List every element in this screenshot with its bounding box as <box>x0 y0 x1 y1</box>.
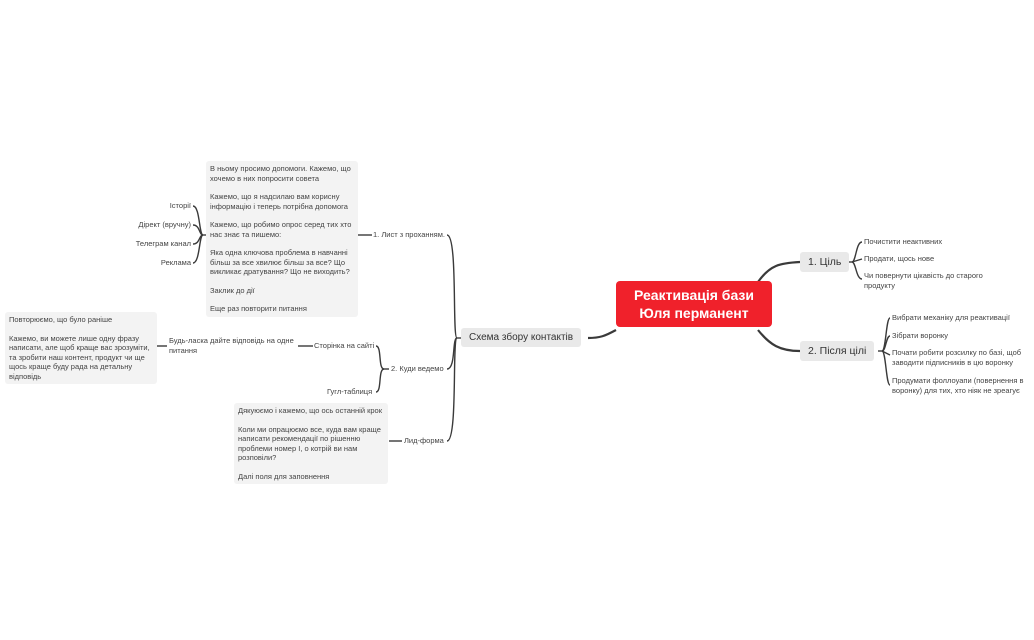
lead-paragraph-1: Дякуюємо і кажемо, що ось останній крок <box>238 406 382 415</box>
letter-paragraph-2: Кажемо, що я надсилаю вам корисну інформацію і теперь потрібна допомога <box>210 192 348 211</box>
after-item-1[interactable]: Вибрати механіку для реактивації <box>892 313 1010 322</box>
topic-where[interactable]: 2. Куди ведемо <box>391 364 444 373</box>
google-sheet[interactable]: Гугл-таблиця <box>327 387 373 396</box>
channel-stories[interactable]: Історії <box>169 201 191 210</box>
letter-content-box[interactable] <box>206 161 358 317</box>
after-item-3[interactable]: Почати робити розсилку по базі, щоб заводити підписників в цю воронку <box>892 348 1022 367</box>
site-note-1: Повторюємо, що було раніше <box>9 315 113 324</box>
goal-item-2[interactable]: Продати, щось нове <box>864 254 935 263</box>
site-note-box[interactable] <box>5 312 157 384</box>
root-topic[interactable] <box>616 281 772 327</box>
letter-paragraph-4: Яка одна ключова проблема в навчанні більш за все хвилює більш за все? Що викликає дратування? Що не виходить? <box>210 248 350 276</box>
goal-item-1[interactable]: Почистити неактивних <box>864 237 943 246</box>
channel-direct[interactable]: Дірект (вручну) <box>138 220 191 229</box>
after-item-4[interactable]: Продумати фоллоуапи (повернення в воронку) для тих, хто ніяк не зреагує <box>892 376 1024 395</box>
letter-paragraph-1: В ньому просимо допомоги. Кажемо, що хочемо в них попросити совета <box>210 164 351 183</box>
site-page[interactable]: Сторінка на сайті <box>314 341 375 350</box>
root-title-line1: Реактивація бази <box>634 287 754 303</box>
channel-telegram[interactable]: Телеграм канал <box>135 239 191 248</box>
after-item-2[interactable]: Зібрати воронку <box>892 331 949 340</box>
topic-lead-form[interactable]: Лид-форма <box>404 436 444 445</box>
letter-paragraph-5: Заклик до дії <box>210 285 255 295</box>
site-question[interactable]: Будь-ласка дайте відповідь на одне питання <box>169 336 294 355</box>
root-title-line2: Юля перманент <box>639 305 749 321</box>
lead-paragraph-3: Далі поля для заповнення <box>238 471 330 481</box>
topic-goal[interactable]: 1. Ціль <box>800 252 849 272</box>
goal-item-3[interactable]: Чи повернути цікавість до старого продукту <box>864 271 983 290</box>
topic-letter[interactable]: 1. Лист з проханням. <box>373 230 445 239</box>
letter-paragraph-3: Кажемо, що робимо опрос серед тих хто нас знає та пишемо: <box>210 220 352 239</box>
topic-contact-scheme[interactable]: Схема збору контактів <box>461 328 581 347</box>
channel-ads[interactable]: Реклама <box>160 258 191 267</box>
letter-paragraph-6: Еще раз повторити питання <box>210 304 307 313</box>
topic-after-goal[interactable]: 2. Після цілі <box>800 341 874 361</box>
lead-form-box[interactable] <box>234 403 388 484</box>
lead-paragraph-2: Коли ми опрацюємо все, куда вам краще написати рекомендації по рішенню проблеми номер І, о котрій ви нам розповіли? <box>238 424 381 462</box>
site-note-2: Кажемо, ви можете лише одну фразу написати, але щоб краще вас зрозуміти, та зробити наш контент, продукт чи ще щось краще буду рада на детальну відповідь <box>9 333 150 381</box>
